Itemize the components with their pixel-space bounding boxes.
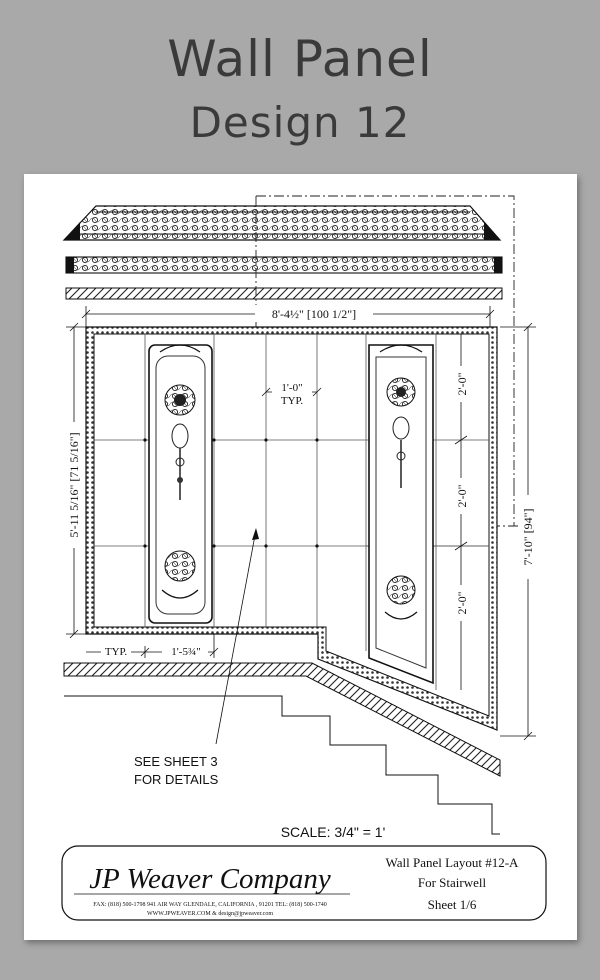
- page-title: Wall Panel: [167, 30, 433, 88]
- callout-line2: FOR DETAILS: [134, 772, 219, 787]
- base-molding: [66, 288, 502, 299]
- width-dimension-label: 8'-4½" [100 1/2"]: [271, 307, 357, 321]
- chair-rail-molding: [66, 257, 502, 273]
- bottom-typ-label: TYP.: [104, 646, 128, 658]
- rail-dimension-2: 2'-0": [455, 484, 469, 508]
- grid-dimension-label: 1'-0": [281, 382, 303, 394]
- stair-profile: [64, 696, 500, 834]
- company-name: JP Weaver Company: [89, 863, 331, 895]
- left-height-label: 5'-11 5/16" [71 5/16"]: [67, 432, 81, 538]
- page-subtitle: Design 12: [189, 98, 411, 147]
- contact-web: WWW.JPWEAVER.COM & design@jpweaver.com: [146, 911, 274, 917]
- sheet-number: Sheet 1/6: [427, 897, 477, 912]
- sheet-title: Wall Panel Layout #12-A: [385, 855, 519, 870]
- ornament-panel-left: [149, 345, 212, 623]
- rail-dimension-1: 2'-0": [455, 372, 469, 396]
- sheet-subtitle: For Stairwell: [417, 875, 487, 890]
- right-height-label: 7'-10" [94"]: [521, 508, 535, 566]
- rail-dimension-3: 2'-0": [455, 591, 469, 615]
- grid-typ-label: TYP.: [280, 395, 304, 407]
- ornament-panel-right: [369, 345, 433, 683]
- contact-address: FAX: (818) 500-1798 941 AIR WAY GLENDALE, CALIFORNIA , 91201 TEL: (818) 500-1740: [93, 902, 327, 908]
- scale-label: SCALE: 3/4" = 1': [280, 824, 386, 840]
- bottom-dimension-label: 1'-5¾": [171, 646, 201, 658]
- crown-molding: [64, 206, 500, 240]
- callout-line1: SEE SHEET 3: [134, 754, 218, 769]
